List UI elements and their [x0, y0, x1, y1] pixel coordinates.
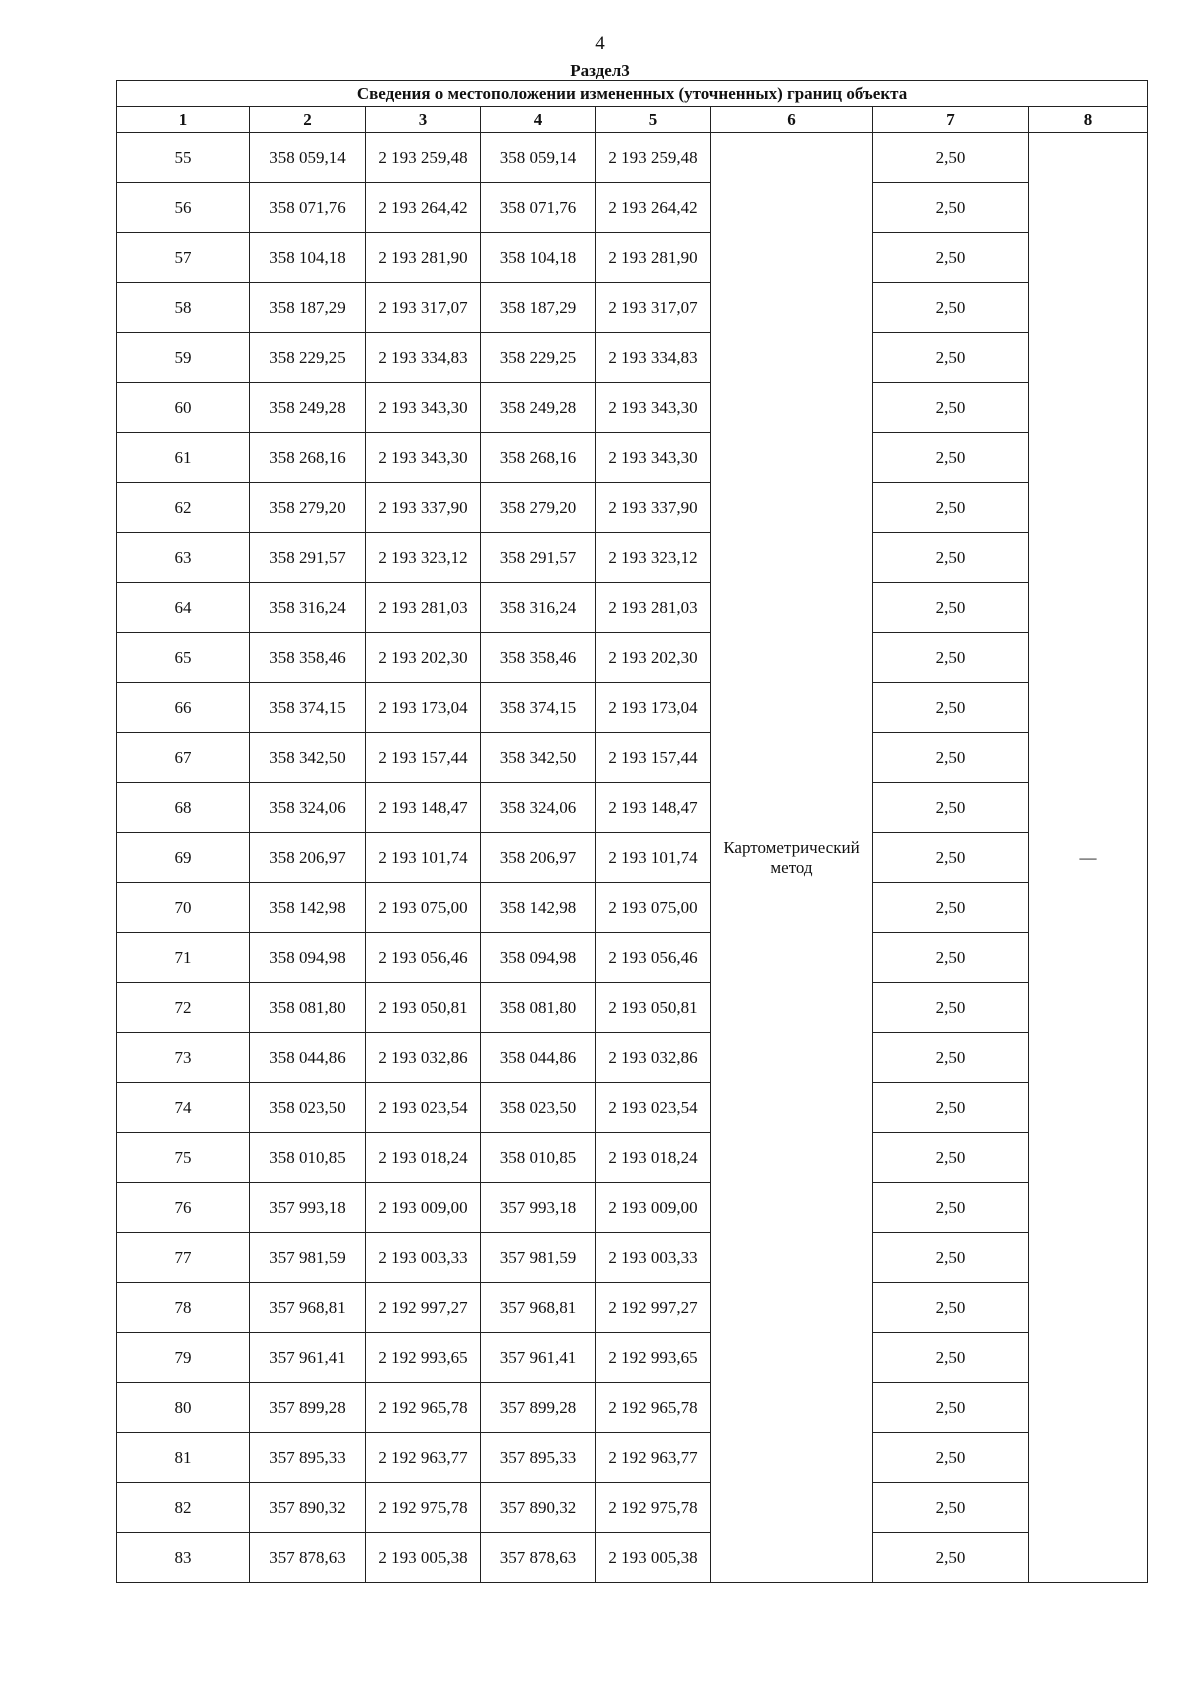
y-old-cell: 2 193 157,44 [366, 733, 481, 783]
y-new-cell: 2 192 965,78 [596, 1383, 711, 1433]
x-new-cell: 358 104,18 [481, 233, 596, 283]
accuracy-cell: 2,50 [873, 1233, 1029, 1283]
y-new-cell: 2 193 032,86 [596, 1033, 711, 1083]
x-new-cell: 357 878,63 [481, 1533, 596, 1583]
column-number: 8 [1029, 107, 1148, 133]
accuracy-cell: 2,50 [873, 1333, 1029, 1383]
point-number-cell: 58 [117, 283, 250, 333]
table-caption-row [117, 81, 1148, 107]
column-number: 7 [873, 107, 1029, 133]
point-number-cell: 72 [117, 983, 250, 1033]
section-title: Раздел3 [570, 61, 630, 80]
table-row [117, 1483, 1148, 1533]
y-new-cell: 2 193 173,04 [596, 683, 711, 733]
y-old-cell: 2 193 032,86 [366, 1033, 481, 1083]
accuracy-cell: 2,50 [873, 933, 1029, 983]
table-row [117, 783, 1148, 833]
y-old-cell: 2 193 337,90 [366, 483, 481, 533]
accuracy-cell: 2,50 [873, 883, 1029, 933]
accuracy-cell: 2,50 [873, 183, 1029, 233]
table-row [117, 133, 1148, 183]
table-row [117, 1183, 1148, 1233]
point-number-cell: 75 [117, 1133, 250, 1183]
x-new-cell: 358 023,50 [481, 1083, 596, 1133]
y-old-cell: 2 193 259,48 [366, 133, 481, 183]
table-row [117, 933, 1148, 983]
point-number-cell: 78 [117, 1283, 250, 1333]
y-old-cell: 2 192 993,65 [366, 1333, 481, 1383]
y-new-cell: 2 193 343,30 [596, 433, 711, 483]
x-old-cell: 358 059,14 [250, 133, 366, 183]
accuracy-cell: 2,50 [873, 1283, 1029, 1333]
x-old-cell: 358 358,46 [250, 633, 366, 683]
x-old-cell: 357 981,59 [250, 1233, 366, 1283]
accuracy-cell: 2,50 [873, 133, 1029, 183]
y-new-cell: 2 193 005,38 [596, 1533, 711, 1583]
method-cell: Картометрический метод [711, 133, 873, 1583]
x-new-cell: 358 044,86 [481, 1033, 596, 1083]
point-number-cell: 71 [117, 933, 250, 983]
accuracy-cell: 2,50 [873, 683, 1029, 733]
y-new-cell: 2 193 075,00 [596, 883, 711, 933]
table-row [117, 833, 1148, 883]
x-new-cell: 358 142,98 [481, 883, 596, 933]
x-new-cell: 357 981,59 [481, 1233, 596, 1283]
y-old-cell: 2 193 005,38 [366, 1533, 481, 1583]
x-old-cell: 358 104,18 [250, 233, 366, 283]
x-old-cell: 358 071,76 [250, 183, 366, 233]
y-old-cell: 2 193 148,47 [366, 783, 481, 833]
table-row [117, 1033, 1148, 1083]
x-new-cell: 357 961,41 [481, 1333, 596, 1383]
x-old-cell: 358 081,80 [250, 983, 366, 1033]
y-old-cell: 2 193 056,46 [366, 933, 481, 983]
y-new-cell: 2 193 281,90 [596, 233, 711, 283]
point-number-cell: 81 [117, 1433, 250, 1483]
y-new-cell: 2 193 148,47 [596, 783, 711, 833]
y-new-cell: 2 193 003,33 [596, 1233, 711, 1283]
point-number-cell: 69 [117, 833, 250, 883]
x-old-cell: 358 249,28 [250, 383, 366, 433]
point-number-cell: 70 [117, 883, 250, 933]
x-old-cell: 357 895,33 [250, 1433, 366, 1483]
accuracy-cell: 2,50 [873, 1533, 1029, 1583]
column-number: 2 [250, 107, 366, 133]
x-new-cell: 358 268,16 [481, 433, 596, 483]
y-old-cell: 2 193 281,90 [366, 233, 481, 283]
x-new-cell: 358 071,76 [481, 183, 596, 233]
column-number: 5 [596, 107, 711, 133]
y-old-cell: 2 193 173,04 [366, 683, 481, 733]
y-old-cell: 2 192 965,78 [366, 1383, 481, 1433]
table-row [117, 233, 1148, 283]
point-number-cell: 62 [117, 483, 250, 533]
x-new-cell: 358 229,25 [481, 333, 596, 383]
page-number: 4 [595, 33, 605, 54]
accuracy-cell: 2,50 [873, 1083, 1029, 1133]
column-number: 4 [481, 107, 596, 133]
table-row [117, 733, 1148, 783]
y-old-cell: 2 193 003,33 [366, 1233, 481, 1283]
accuracy-cell: 2,50 [873, 483, 1029, 533]
table-row [117, 1533, 1148, 1583]
x-old-cell: 358 206,97 [250, 833, 366, 883]
y-new-cell: 2 193 056,46 [596, 933, 711, 983]
point-number-cell: 63 [117, 533, 250, 583]
accuracy-cell: 2,50 [873, 233, 1029, 283]
table-row [117, 483, 1148, 533]
table-row [117, 1133, 1148, 1183]
x-new-cell: 358 010,85 [481, 1133, 596, 1183]
x-new-cell: 358 342,50 [481, 733, 596, 783]
accuracy-cell: 2,50 [873, 1183, 1029, 1233]
y-old-cell: 2 193 202,30 [366, 633, 481, 683]
accuracy-cell: 2,50 [873, 1383, 1029, 1433]
x-old-cell: 358 324,06 [250, 783, 366, 833]
accuracy-cell: 2,50 [873, 833, 1029, 883]
y-new-cell: 2 193 050,81 [596, 983, 711, 1033]
accuracy-cell: 2,50 [873, 733, 1029, 783]
accuracy-cell: 2,50 [873, 533, 1029, 583]
y-new-cell: 2 192 993,65 [596, 1333, 711, 1383]
y-new-cell: 2 193 101,74 [596, 833, 711, 883]
x-old-cell: 358 291,57 [250, 533, 366, 583]
y-old-cell: 2 193 009,00 [366, 1183, 481, 1233]
table-row [117, 283, 1148, 333]
y-old-cell: 2 193 101,74 [366, 833, 481, 883]
accuracy-cell: 2,50 [873, 583, 1029, 633]
x-old-cell: 358 229,25 [250, 333, 366, 383]
table-row [117, 1333, 1148, 1383]
x-new-cell: 358 094,98 [481, 933, 596, 983]
x-old-cell: 357 961,41 [250, 1333, 366, 1383]
y-old-cell: 2 192 963,77 [366, 1433, 481, 1483]
point-number-cell: 61 [117, 433, 250, 483]
table-row [117, 383, 1148, 433]
point-number-cell: 73 [117, 1033, 250, 1083]
y-old-cell: 2 193 323,12 [366, 533, 481, 583]
point-number-cell: 82 [117, 1483, 250, 1533]
accuracy-cell: 2,50 [873, 1133, 1029, 1183]
point-number-cell: 65 [117, 633, 250, 683]
y-old-cell: 2 193 281,03 [366, 583, 481, 633]
x-new-cell: 358 279,20 [481, 483, 596, 533]
y-old-cell: 2 193 334,83 [366, 333, 481, 383]
y-new-cell: 2 192 997,27 [596, 1283, 711, 1333]
y-old-cell: 2 193 343,30 [366, 383, 481, 433]
point-number-cell: 83 [117, 1533, 250, 1583]
x-new-cell: 357 890,32 [481, 1483, 596, 1533]
point-number-cell: 66 [117, 683, 250, 733]
x-new-cell: 358 324,06 [481, 783, 596, 833]
point-number-cell: 55 [117, 133, 250, 183]
accuracy-cell: 2,50 [873, 783, 1029, 833]
y-new-cell: 2 193 202,30 [596, 633, 711, 683]
point-number-cell: 64 [117, 583, 250, 633]
table-row [117, 1283, 1148, 1333]
point-number-cell: 80 [117, 1383, 250, 1433]
table-row [117, 583, 1148, 633]
accuracy-cell: 2,50 [873, 1433, 1029, 1483]
accuracy-cell: 2,50 [873, 1033, 1029, 1083]
x-new-cell: 357 899,28 [481, 1383, 596, 1433]
y-new-cell: 2 193 264,42 [596, 183, 711, 233]
table-row [117, 883, 1148, 933]
x-new-cell: 358 374,15 [481, 683, 596, 733]
x-old-cell: 358 374,15 [250, 683, 366, 733]
table-row [117, 633, 1148, 683]
table-body [117, 133, 1148, 1583]
y-new-cell: 2 193 009,00 [596, 1183, 711, 1233]
point-number-cell: 59 [117, 333, 250, 383]
y-new-cell: 2 193 023,54 [596, 1083, 711, 1133]
coordinates-table [116, 80, 1148, 1583]
y-new-cell: 2 193 337,90 [596, 483, 711, 533]
y-new-cell: 2 192 963,77 [596, 1433, 711, 1483]
y-old-cell: 2 193 050,81 [366, 983, 481, 1033]
accuracy-cell: 2,50 [873, 633, 1029, 683]
x-old-cell: 358 316,24 [250, 583, 366, 633]
table-row [117, 1433, 1148, 1483]
x-old-cell: 358 142,98 [250, 883, 366, 933]
column-number: 1 [117, 107, 250, 133]
accuracy-cell: 2,50 [873, 383, 1029, 433]
point-number-cell: 68 [117, 783, 250, 833]
y-old-cell: 2 193 023,54 [366, 1083, 481, 1133]
table-row [117, 183, 1148, 233]
x-old-cell: 358 187,29 [250, 283, 366, 333]
table-row [117, 983, 1148, 1033]
x-new-cell: 358 206,97 [481, 833, 596, 883]
x-old-cell: 357 878,63 [250, 1533, 366, 1583]
y-new-cell: 2 193 259,48 [596, 133, 711, 183]
point-number-cell: 67 [117, 733, 250, 783]
point-number-cell: 60 [117, 383, 250, 433]
x-new-cell: 357 968,81 [481, 1283, 596, 1333]
x-old-cell: 357 968,81 [250, 1283, 366, 1333]
table-row [117, 683, 1148, 733]
y-new-cell: 2 192 975,78 [596, 1483, 711, 1533]
x-old-cell: 357 993,18 [250, 1183, 366, 1233]
point-number-cell: 76 [117, 1183, 250, 1233]
column-number: 3 [366, 107, 481, 133]
point-number-cell: 56 [117, 183, 250, 233]
y-old-cell: 2 192 975,78 [366, 1483, 481, 1533]
y-new-cell: 2 193 334,83 [596, 333, 711, 383]
point-number-cell: 77 [117, 1233, 250, 1283]
x-old-cell: 358 268,16 [250, 433, 366, 483]
table-row [117, 333, 1148, 383]
y-new-cell: 2 193 317,07 [596, 283, 711, 333]
point-number-cell: 79 [117, 1333, 250, 1383]
y-new-cell: 2 193 343,30 [596, 383, 711, 433]
table-row [117, 1383, 1148, 1433]
x-old-cell: 358 010,85 [250, 1133, 366, 1183]
column-number-row [117, 107, 1148, 133]
y-old-cell: 2 193 343,30 [366, 433, 481, 483]
x-old-cell: 358 279,20 [250, 483, 366, 533]
y-old-cell: 2 193 018,24 [366, 1133, 481, 1183]
x-new-cell: 358 059,14 [481, 133, 596, 183]
y-old-cell: 2 193 264,42 [366, 183, 481, 233]
column-number: 6 [711, 107, 873, 133]
y-new-cell: 2 193 281,03 [596, 583, 711, 633]
x-new-cell: 357 993,18 [481, 1183, 596, 1233]
y-new-cell: 2 193 018,24 [596, 1133, 711, 1183]
x-new-cell: 358 291,57 [481, 533, 596, 583]
table-row [117, 533, 1148, 583]
y-old-cell: 2 192 997,27 [366, 1283, 481, 1333]
point-number-cell: 57 [117, 233, 250, 283]
y-new-cell: 2 193 323,12 [596, 533, 711, 583]
x-new-cell: 357 895,33 [481, 1433, 596, 1483]
x-old-cell: 358 094,98 [250, 933, 366, 983]
table-row [117, 433, 1148, 483]
note-cell: — [1029, 133, 1148, 1583]
x-new-cell: 358 316,24 [481, 583, 596, 633]
accuracy-cell: 2,50 [873, 433, 1029, 483]
point-number-cell: 74 [117, 1083, 250, 1133]
x-new-cell: 358 358,46 [481, 633, 596, 683]
y-new-cell: 2 193 157,44 [596, 733, 711, 783]
x-new-cell: 358 081,80 [481, 983, 596, 1033]
accuracy-cell: 2,50 [873, 1483, 1029, 1533]
y-old-cell: 2 193 317,07 [366, 283, 481, 333]
table-row [117, 1233, 1148, 1283]
x-old-cell: 357 899,28 [250, 1383, 366, 1433]
x-old-cell: 357 890,32 [250, 1483, 366, 1533]
x-old-cell: 358 342,50 [250, 733, 366, 783]
accuracy-cell: 2,50 [873, 983, 1029, 1033]
y-old-cell: 2 193 075,00 [366, 883, 481, 933]
accuracy-cell: 2,50 [873, 333, 1029, 383]
accuracy-cell: 2,50 [873, 283, 1029, 333]
x-old-cell: 358 023,50 [250, 1083, 366, 1133]
x-old-cell: 358 044,86 [250, 1033, 366, 1083]
x-new-cell: 358 249,28 [481, 383, 596, 433]
table-caption: Сведения о местоположении измененных (уточненных) границ объекта [117, 81, 1148, 107]
table-row [117, 1083, 1148, 1133]
x-new-cell: 358 187,29 [481, 283, 596, 333]
